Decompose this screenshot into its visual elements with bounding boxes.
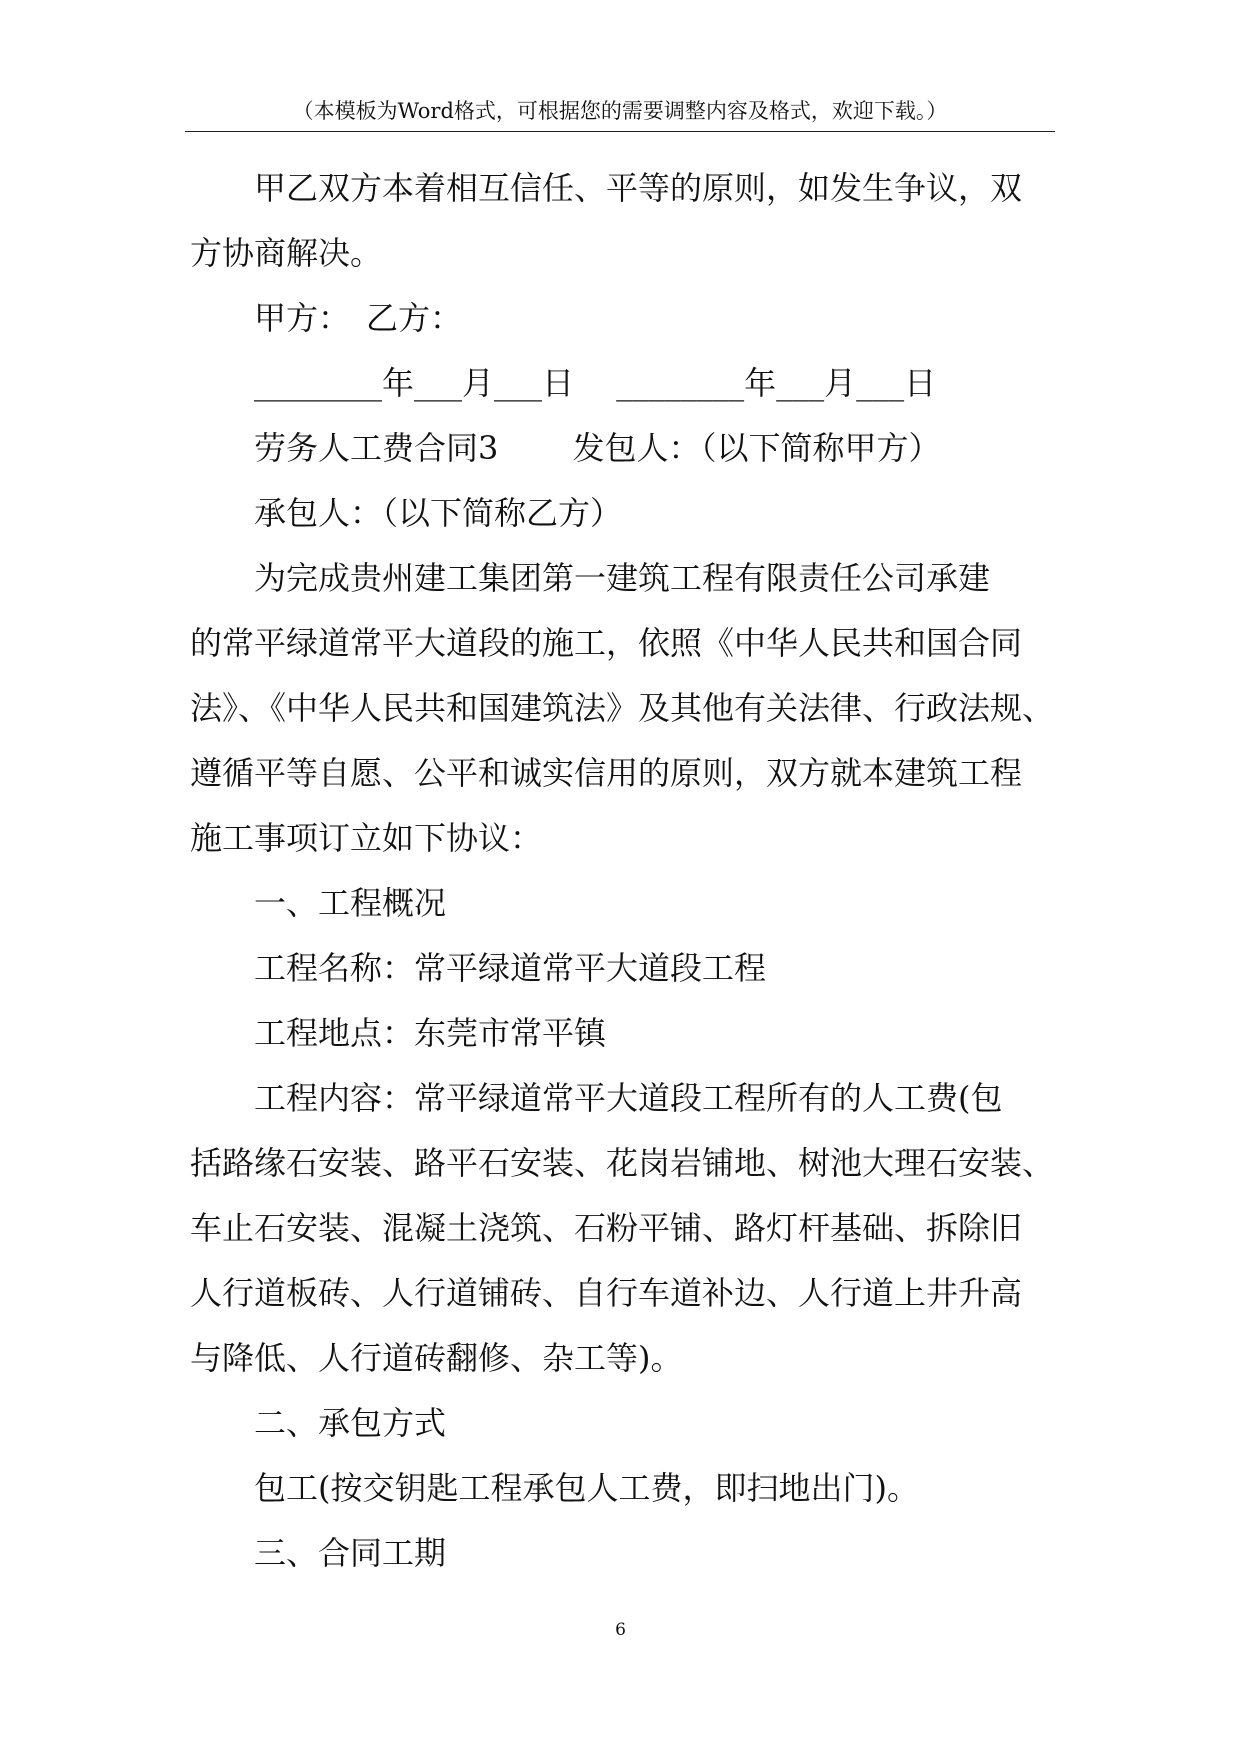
document-body xyxy=(190,156,1055,1586)
paragraph-line: 与降低、人行道砖翻修、杂工等)。 xyxy=(190,1339,683,1377)
contract-title-line: 劳务人工费合同3 发包人：（以下简称甲方） xyxy=(254,429,941,467)
paragraph-line: 施工事项订立如下协议： xyxy=(190,819,543,857)
section-heading: 二、承包方式 xyxy=(254,1404,447,1442)
project-name: 工程名称：常平绿道常平大道段工程 xyxy=(254,949,767,987)
paragraph-line: 的常平绿道常平大道段的施工，依照《中华人民共和国合同 xyxy=(190,624,1023,662)
section-heading: 一、工程概况 xyxy=(254,884,447,922)
paragraph-line: 为完成贵州建工集团第一建筑工程有限责任公司承建 xyxy=(254,559,991,597)
project-location: 工程地点：东莞市常平镇 xyxy=(254,1014,607,1052)
paragraph-line: 遵循平等自愿、公平和诚实信用的原则，双方就本建筑工程 xyxy=(190,754,1023,792)
page-number: 6 xyxy=(615,1620,626,1640)
section-heading: 三、合同工期 xyxy=(254,1534,447,1572)
paragraph-line: 工程内容：常平绿道常平大道段工程所有的人工费(包 xyxy=(254,1079,1003,1117)
paragraph-line: 人行道板砖、人行道铺砖、自行车道补边、人行道上井升高 xyxy=(190,1274,1023,1312)
paragraph-line: 包工(按交钥匙工程承包人工费，即扫地出门)。 xyxy=(254,1469,919,1507)
template-notice: （本模板为Word格式，可根据您的需要调整内容及格式，欢迎下载。） xyxy=(292,99,948,123)
paragraph-line: 法》、《中华人民共和国建筑法》及其他有关法律、行政法规、 xyxy=(190,689,1055,727)
paragraph-line: 方协商解决。 xyxy=(190,234,383,272)
paragraph-line: 甲乙双方本着相互信任、平等的原则，如发生争议，双 xyxy=(254,169,1023,207)
signature-parties: 甲方： 乙方： xyxy=(254,299,463,337)
paragraph-line: 车止石安装、混凝土浇筑、石粉平铺、路灯杆基础、拆除旧 xyxy=(190,1209,1023,1247)
signature-dates: ________年___月___日 ________年___月___日 xyxy=(254,364,937,402)
paragraph-line: 括路缘石安装、路平石安装、花岗岩铺地、树池大理石安装、 xyxy=(190,1144,1055,1182)
header-divider xyxy=(185,131,1055,132)
contractor-line: 承包人：（以下简称乙方） xyxy=(254,494,623,532)
